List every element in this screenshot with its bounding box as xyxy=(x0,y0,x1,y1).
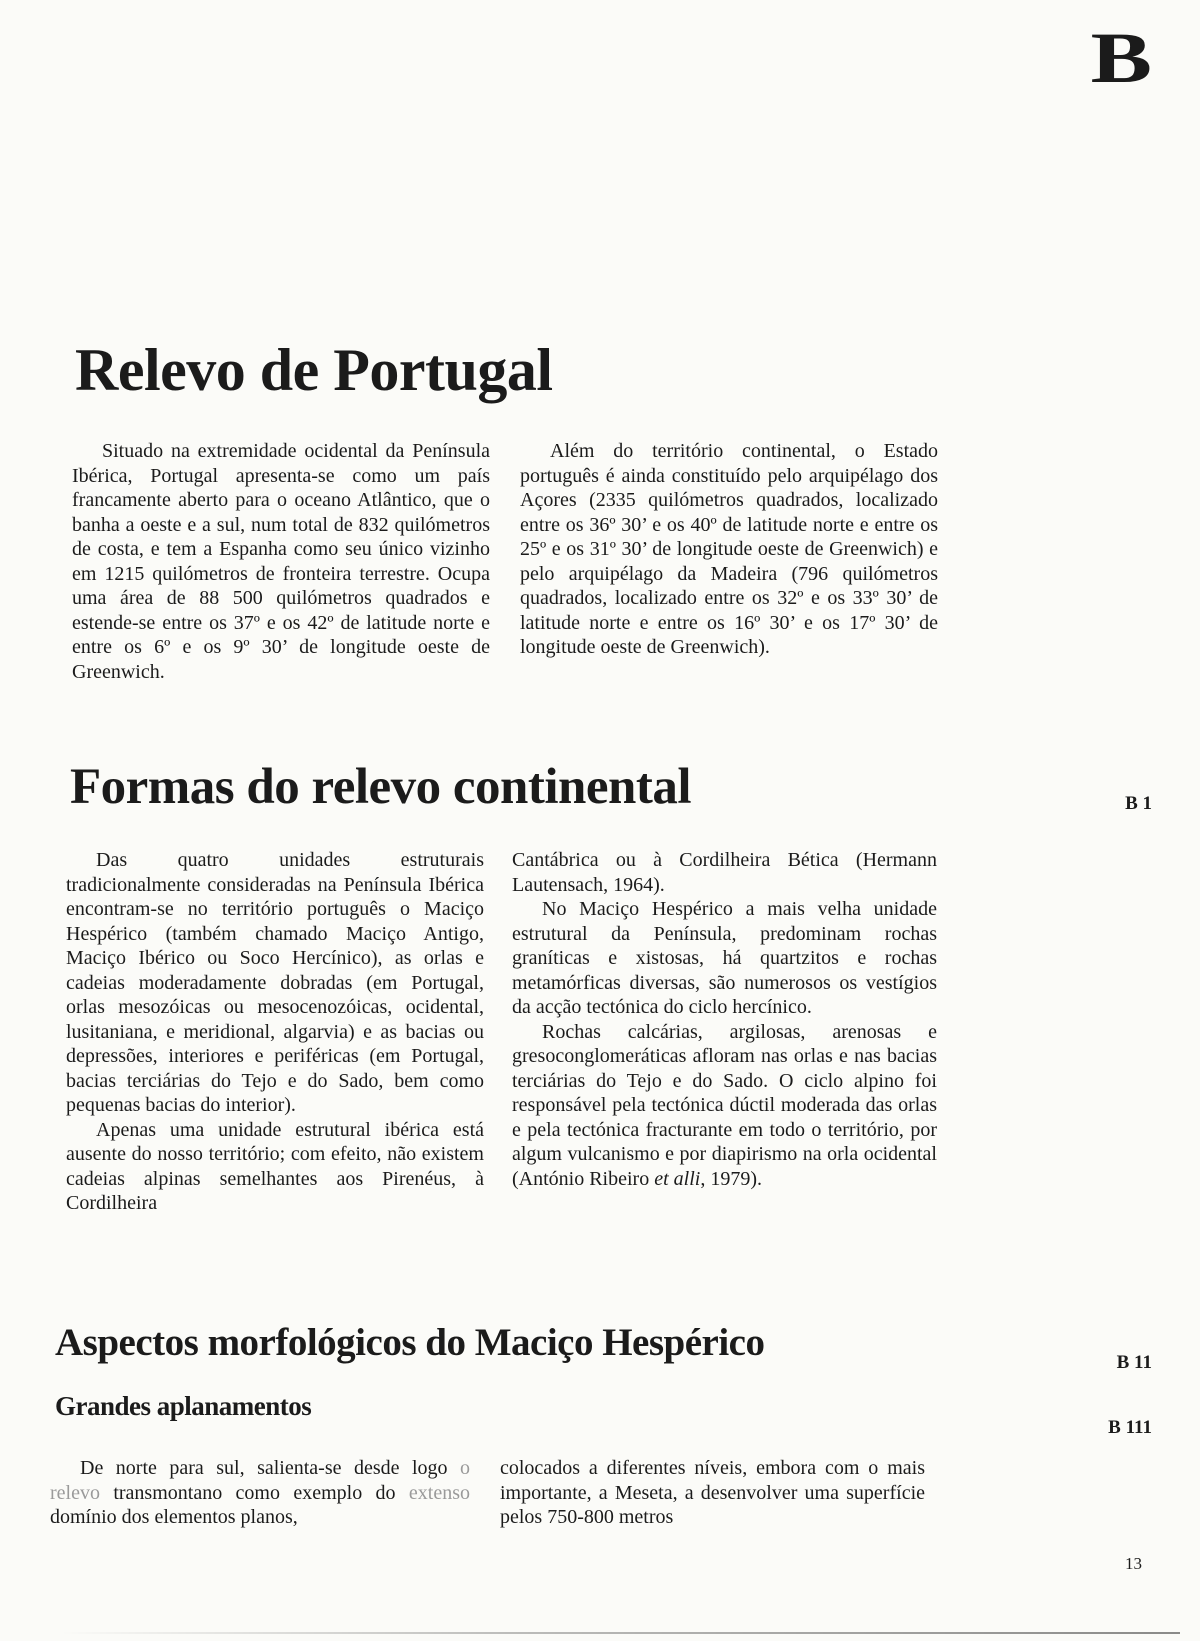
paragraph: Além do território continental, o Estado português é ainda constituído pelo arquipélago dos Açores (2335 quilómetros quadrados, localizado entre os 36º 30’ e os 40º de latitude norte e entre os 25º e os 31º 30’ de longitude oeste de Greenwich) e pelo arquipélago da Madeira (796 quilómetros quadrados, localizado entre os 32º e os 33º 30’ de latitude norte e entre os 16º 30’ e os 17º 30’ de longitude oeste de Greenwich). xyxy=(520,440,938,658)
chapter-letter: B xyxy=(1090,18,1150,98)
paragraph xyxy=(512,1020,937,1192)
section2-column-left xyxy=(66,848,484,1216)
faded-text: extenso xyxy=(408,1481,470,1504)
section2-column-right xyxy=(512,848,937,1191)
paragraph-text: transmontano como exemplo do xyxy=(99,1481,409,1504)
section-title-formas: Formas do relevo continental xyxy=(70,759,692,815)
paragraph-text: De norte para sul, salienta-se desde logo xyxy=(80,1457,460,1479)
paragraph xyxy=(50,1456,470,1530)
section-code-b11: B 11 xyxy=(1116,1352,1152,1373)
paragraph-text: , 1979). xyxy=(700,1167,762,1190)
paragraph: No Maciço Hespérico a mais velha unidade estrutural da Península, predominam rochas graníticas e xistosas, há quartzitos e rochas metamórficas diversas, são numerosos os vestígios da acção tectónica do ciclo hercínico. xyxy=(512,898,937,1018)
section-title-relevo: Relevo de Portugal xyxy=(75,337,553,403)
subsection-title-grandes-aplanamentos: Grandes aplanamentos xyxy=(55,1391,312,1421)
section-code-b1: B 1 xyxy=(1125,793,1152,814)
paragraph: Situado na extremidade ocidental da Península Ibérica, Portugal apresenta-se como um país francamente aberto para o oceano Atlântico, que o banha a oeste e a sul, num total de 832 quilómetros de costa, e tem a Espanha como seu único vizinho em 1215 quilómetros de fronteira terrestre. Ocupa uma área de 88 500 quilómetros quadrados e estende-se entre os 37º e os 42º de latitude norte e entre os 6º e os 9º 30’ de longitude oeste de Greenwich. xyxy=(72,440,490,683)
page-number: 13 xyxy=(1125,1554,1142,1573)
section4-column-right xyxy=(500,1456,925,1530)
citation-emphasis: et alli xyxy=(654,1167,701,1190)
section-title-aspectos: Aspectos morfológicos do Maciço Hespérico xyxy=(55,1321,765,1364)
paragraph-text: domínio dos elementos planos, xyxy=(50,1506,298,1528)
section4-column-left xyxy=(50,1456,470,1530)
paragraph-continued: colocados a diferentes níveis, embora com o mais importante, a Meseta, a desenvolver uma superfície pelos 750-800 metros xyxy=(500,1457,925,1528)
section1-column-right xyxy=(520,439,938,660)
faded-text: o relevo xyxy=(50,1457,470,1504)
paragraph: Apenas uma unidade estrutural ibérica está ausente do nosso território; com efeito, não existem cadeias alpinas semelhantes aos Pirenéus, à Cordilheira xyxy=(66,1118,484,1214)
scan-edge-line xyxy=(60,1632,1180,1634)
paragraph-text: Rochas calcárias, argilosas, arenosas e gresoconglomeráticas afloram nas orlas e nas bacias terciárias do Tejo e do Sado. O ciclo alpino foi responsável pela tectónica dúctil moderada das orlas e pela tectónica fracturante em todo o território, por algum vulcanismo e por diapirismo na orla ocidental (António Ribeiro xyxy=(512,1020,937,1190)
paragraph: Das quatro unidades estruturais tradicionalmente consideradas na Península Ibérica encontram-se no território português o Maciço Hespérico (também chamado Maciço Antigo, Maciço Ibérico ou Soco Hercínico), as orlas e cadeias moderadamente dobradas (em Portugal, orlas mesozóicas ou mesocenozóicas, ocidental, lusitaniana, e meridional, algarvia) e as bacias ou depressões, interiores e periféricas (em Portugal, bacias terciárias do Tejo e do Sado, bem como pequenas bacias do interior). xyxy=(66,849,484,1116)
paragraph-continued: Cantábrica ou à Cordilheira Bética (Hermann Lautensach, 1964). xyxy=(512,849,937,896)
section-code-b111: B 111 xyxy=(1108,1417,1152,1438)
section1-column-left xyxy=(72,439,490,684)
